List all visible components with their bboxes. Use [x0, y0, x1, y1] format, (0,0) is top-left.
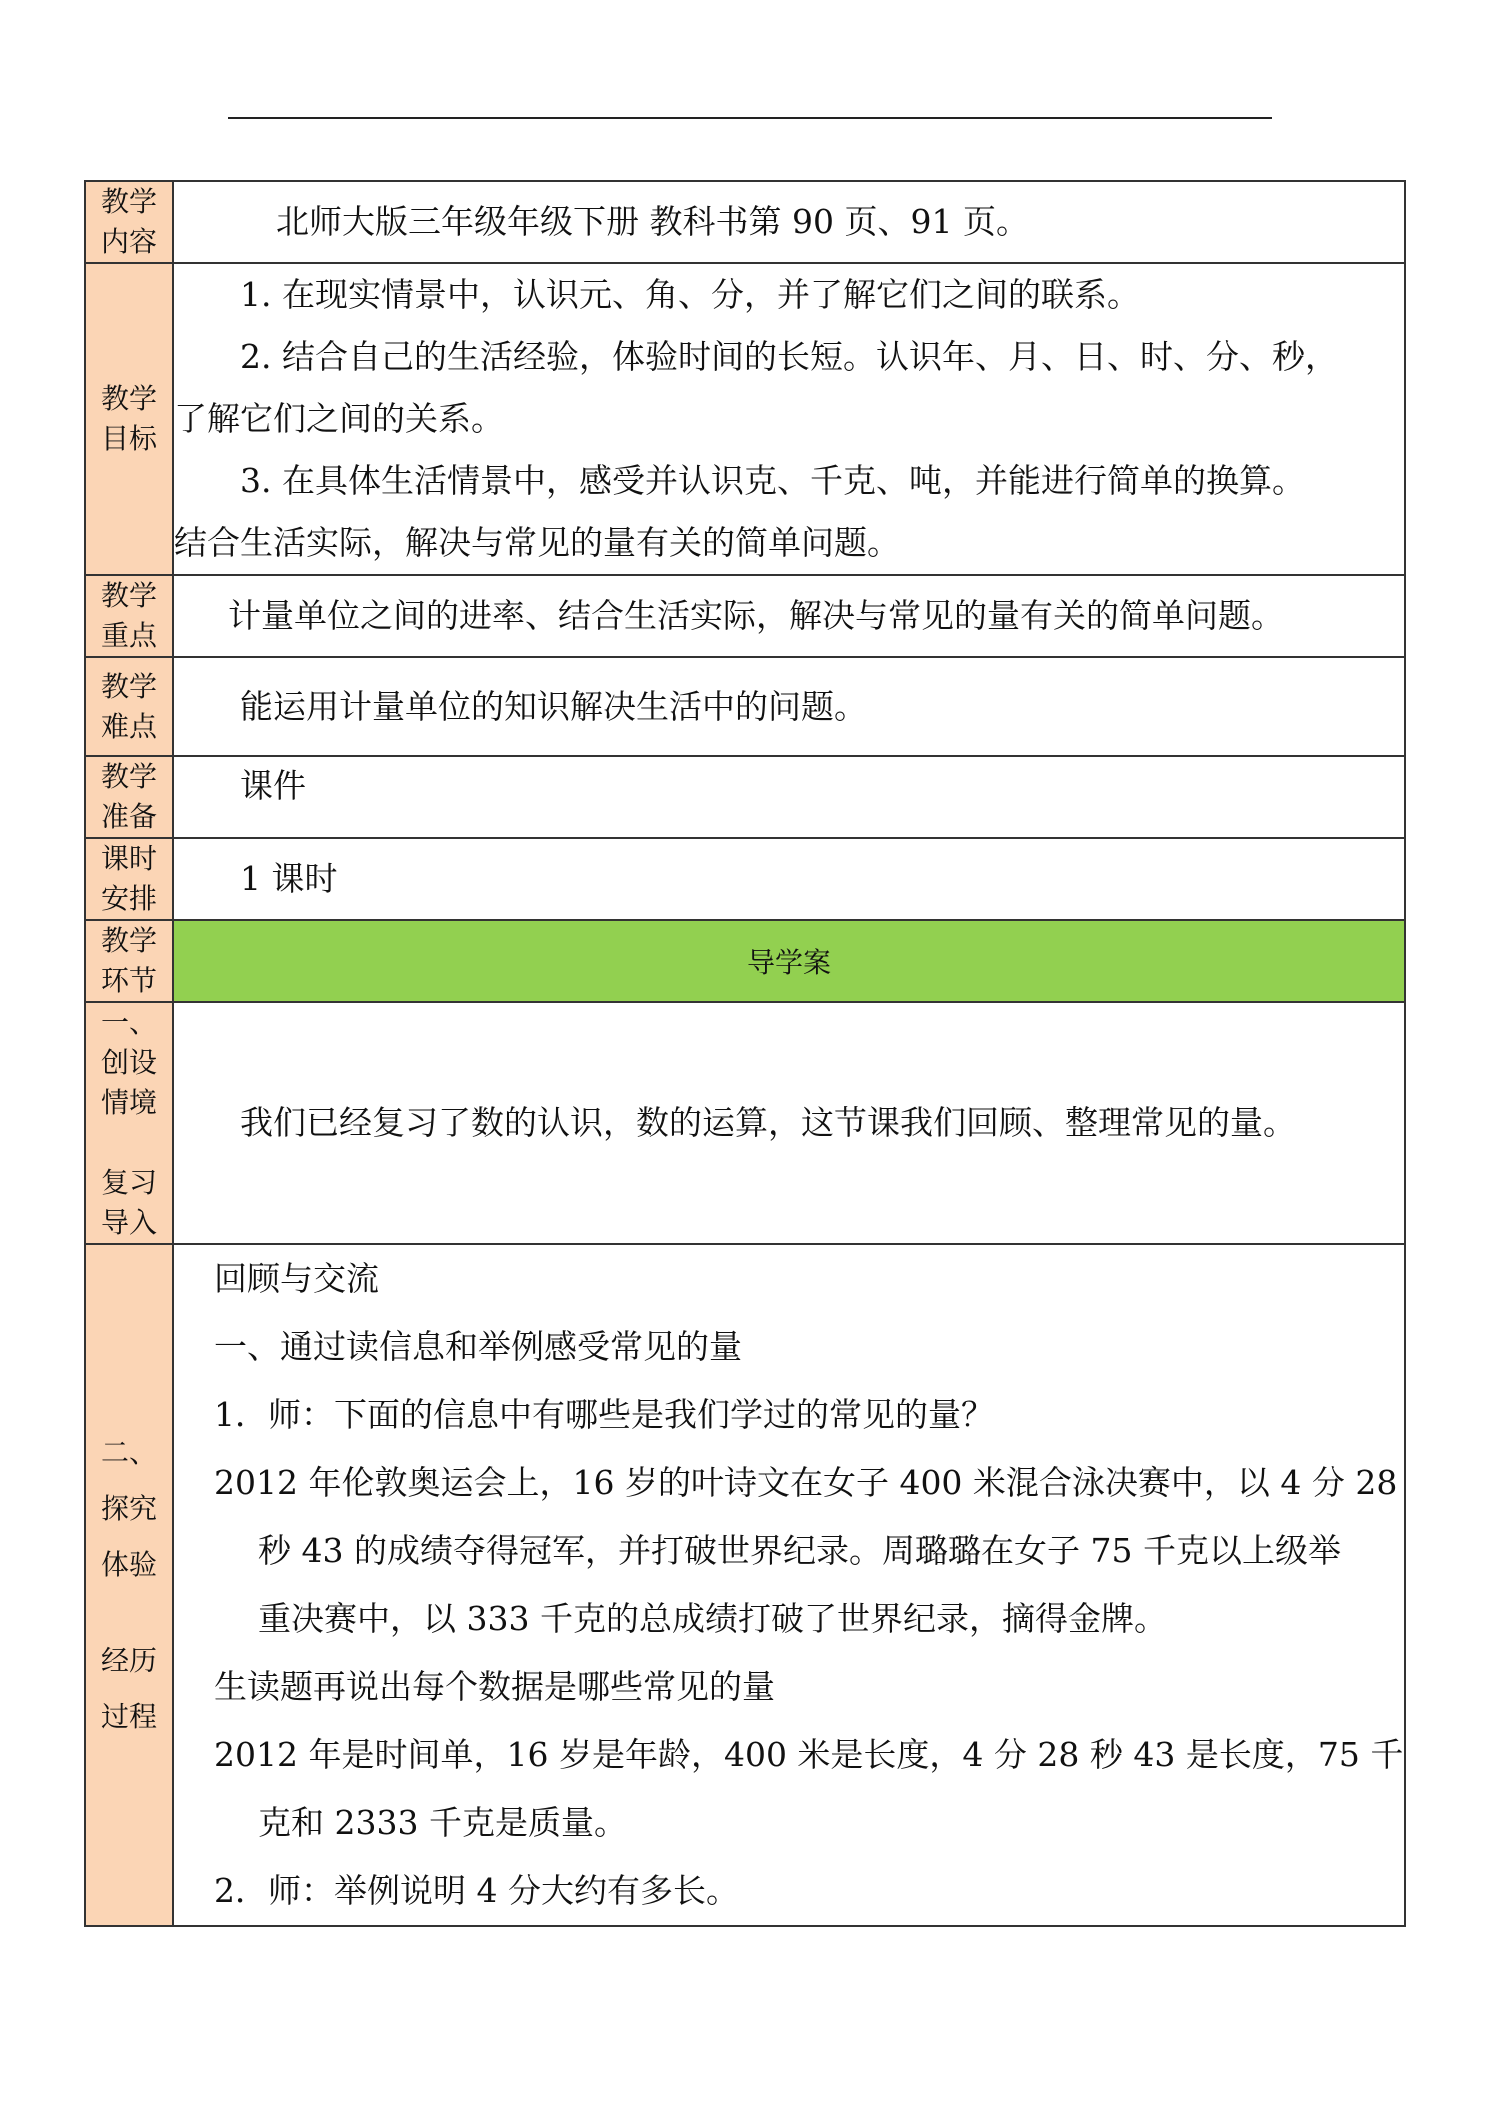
content-line: 我们已经复习了数的认识，数的运算，这节课我们回顾、整理常见的量。 — [240, 1103, 1296, 1142]
schedule-cell — [173, 838, 1405, 920]
intro-cell — [173, 1002, 1405, 1244]
row-label-preparation — [85, 756, 173, 838]
content-line: 克和 2333 千克是质量。 — [258, 1803, 627, 1842]
header-rule — [228, 117, 1272, 119]
content-line: 回顾与交流 — [214, 1259, 379, 1298]
row-keypoints — [85, 575, 1405, 657]
label-line: 教学 — [100, 579, 157, 612]
explore-cell — [173, 1244, 1405, 1926]
label-spacer — [86, 1123, 172, 1163]
row-content — [85, 181, 1405, 263]
guided-plan-header: 导学案 — [173, 920, 1405, 1002]
row-label-goals — [85, 263, 173, 575]
row-preparation — [85, 756, 1405, 838]
keypoints-cell — [173, 575, 1405, 657]
content-line: 课件 — [240, 766, 306, 805]
lesson-plan-table — [84, 180, 1406, 1927]
label-line: 教学 — [100, 185, 157, 218]
content-line: 重决赛中，以 333 千克的总成绩打破了世界纪录，摘得金牌。 — [258, 1599, 1167, 1638]
goal-line: 了解它们之间的关系。 — [174, 399, 504, 438]
label-line: 一、 — [100, 1006, 157, 1039]
label-line: 内容 — [100, 225, 157, 258]
content-line: 一、通过读信息和举例感受常见的量 — [214, 1327, 742, 1366]
content-line: 计量单位之间的进率、结合生活实际，解决与常见的量有关的简单问题。 — [228, 596, 1284, 635]
row-explore — [85, 1244, 1405, 1926]
label-line: 重点 — [100, 619, 157, 652]
label-line: 课时 — [100, 842, 157, 875]
label-line: 情境 — [100, 1086, 157, 1119]
goal-line: 3. 在具体生活情景中，感受并认识克、千克、吨，并能进行简单的换算。 — [240, 461, 1305, 500]
content-line: 秒 43 的成绩夺得冠军，并打破世界纪录。周璐璐在女子 75 千克以上级举 — [258, 1531, 1341, 1570]
label-line: 教学 — [100, 760, 157, 793]
row-label-difficulties — [85, 657, 173, 756]
goals-cell — [173, 263, 1405, 575]
label-line: 导入 — [100, 1206, 157, 1239]
goal-line: 结合生活实际，解决与常见的量有关的简单问题。 — [174, 523, 900, 562]
label-line: 教学 — [100, 669, 157, 703]
row-intro — [85, 1002, 1405, 1244]
label-line: 环节 — [100, 964, 157, 997]
content-line: 生读题再说出每个数据是哪些常见的量 — [214, 1667, 775, 1706]
label-line: 教学 — [100, 382, 157, 415]
label-line: 二、 — [100, 1436, 157, 1469]
label-line: 难点 — [100, 709, 157, 743]
difficulties-cell — [173, 657, 1405, 756]
label-line: 复习 — [100, 1166, 157, 1199]
label-line: 经历 — [100, 1644, 157, 1677]
content-cell — [173, 181, 1405, 263]
content-line: 2．师：举例说明 4 分大约有多长。 — [214, 1871, 739, 1910]
row-stage — [85, 920, 1405, 1002]
row-difficulties — [85, 657, 1405, 756]
label-line: 体验 — [100, 1548, 157, 1581]
label-spacer — [86, 1593, 172, 1633]
label-line: 教学 — [100, 924, 157, 957]
row-schedule — [85, 838, 1405, 920]
content-line: 1．师：下面的信息中有哪些是我们学过的常见的量？ — [214, 1395, 994, 1434]
label-line: 准备 — [100, 800, 157, 833]
preparation-cell — [173, 756, 1405, 838]
label-line: 目标 — [100, 422, 157, 455]
content-line: 2012 年伦敦奥运会上，16 岁的叶诗文在女子 400 米混合泳决赛中，以 4 分 28 — [214, 1463, 1398, 1502]
row-label-content — [85, 181, 173, 263]
row-label-schedule — [85, 838, 173, 920]
goal-line: 1. 在现实情景中，认识元、角、分，并了解它们之间的联系。 — [240, 275, 1140, 314]
content-line: 1 课时 — [240, 859, 338, 898]
label-line: 过程 — [100, 1700, 157, 1733]
label-line: 创设 — [100, 1046, 157, 1079]
row-goals — [85, 263, 1405, 575]
label-line: 安排 — [100, 882, 157, 915]
row-label-stage — [85, 920, 173, 1002]
label-line: 探究 — [100, 1492, 157, 1525]
content-line: 北师大版三年级年级下册 教科书第 90 页、91 页。 — [276, 202, 1029, 241]
goal-line: 2. 结合自己的生活经验，体验时间的长短。认识年、月、日、时、分、秒， — [240, 337, 1338, 376]
row-label-explore — [85, 1244, 173, 1926]
content-line: 2012 年是时间单，16 岁是年龄，400 米是长度，4 分 28 秒 43 是长度，75 千 — [214, 1735, 1404, 1774]
row-label-intro — [85, 1002, 173, 1244]
content-line: 能运用计量单位的知识解决生活中的问题。 — [240, 686, 867, 726]
row-label-keypoints — [85, 575, 173, 657]
